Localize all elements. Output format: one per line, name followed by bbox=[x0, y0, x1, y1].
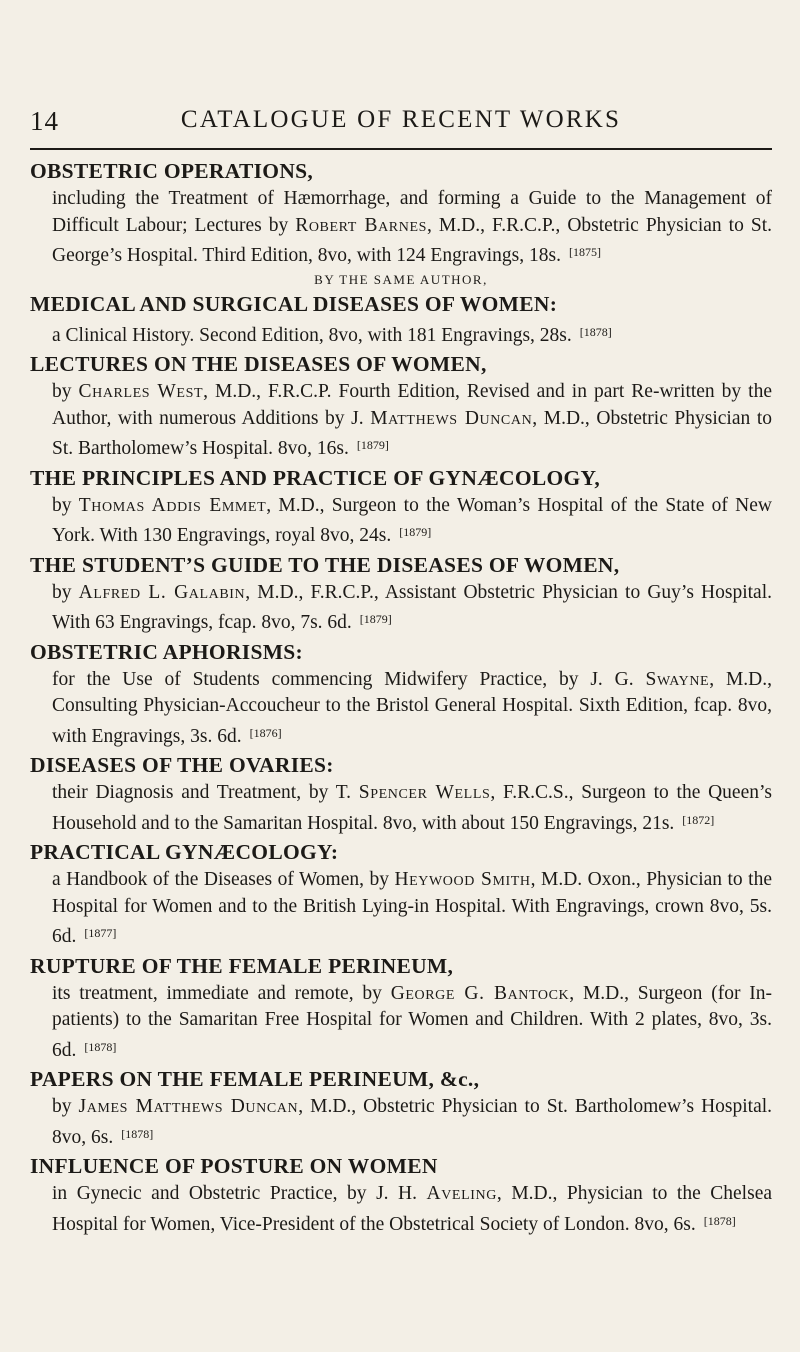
entry-diseases-ovaries bbox=[30, 751, 772, 837]
entry-list bbox=[30, 157, 772, 1239]
entry-description: by James Matthews Duncan, M.D., Obstetric Physician to St. Bartholomew’s Hospital. 8vo, 6s. [1878] bbox=[52, 1096, 773, 1148]
page-header bbox=[30, 106, 772, 146]
entry-influence-posture bbox=[30, 1152, 772, 1238]
author-name: Alfred L. Galabin bbox=[78, 581, 246, 603]
entry-principles-gynaecology bbox=[30, 464, 772, 550]
header-rule bbox=[30, 148, 772, 150]
entry-description: by Charles West, M.D., F.R.C.P. Fourth Edition, Revised and in part Re-written by the Author, with numerous Additions by J. Matthews Duncan, M.D., Obstetric Physician to St. Bartholomew’s Hospital. 8vo, 16s. [1879] bbox=[52, 381, 773, 459]
entry-description: including the Treatment of Hæmorrhage, and forming a Guide to the Management of Difficult Labour; Lectures by Robert Barnes, M.D., F.R.C.P., Obstetric Physician to St. George’s Hospital. Third Edition, 8vo, with 124 Engravings, 18s. [1875] bbox=[52, 188, 772, 266]
entry-rupture-perineum bbox=[30, 952, 772, 1065]
entry-description: a Clinical History. Second Edition, 8vo, with 181 Engravings, 28s. [1878] bbox=[52, 324, 612, 346]
entry-lectures-diseases-women bbox=[30, 350, 772, 463]
entry-description: a Handbook of the Diseases of Women, by Heywood Smith, M.D. Oxon., Physician to the Hospital for Women and to the British Lying-in Hospital. With Engravings, crown 8vo, 5s. 6d. [1877] bbox=[52, 869, 772, 947]
publication-year: [1878] bbox=[703, 1213, 736, 1228]
publication-year: [1878] bbox=[84, 1039, 117, 1054]
entry-title: THE PRINCIPLES AND PRACTICE OF GYNÆCOLOGY, bbox=[30, 465, 601, 490]
entry-obstetric-operations bbox=[30, 157, 772, 289]
entry-title: INFLUENCE OF POSTURE ON WOMEN bbox=[30, 1154, 438, 1178]
entry-title: OBSTETRIC APHORISMS: bbox=[30, 639, 304, 664]
page-number: 14 bbox=[30, 106, 59, 136]
entry-description: their Diagnosis and Treatment, by T. Spencer Wells, F.R.C.S., Surgeon to the Queen’s Household and to the Samaritan Hospital. 8vo, with about 150 Engravings, 21s. [1872] bbox=[52, 782, 772, 834]
author-name: Robert Barnes bbox=[295, 214, 427, 236]
entry-description: by Alfred L. Galabin, M.D., F.R.C.P., Assistant Obstetric Physician to Guy’s Hospital. With 63 Engravings, fcap. 8vo, 7s. 6d. [1879] bbox=[52, 581, 773, 633]
entry-description: for the Use of Students commencing Midwifery Practice, by J. G. Swayne, M.D., Consulting Physician-Accoucheur to the Bristol General Hospital. Sixth Edition, fcap. 8vo, with Engravings, 3s. 6d. [1876] bbox=[52, 668, 773, 747]
entry-title: OBSTETRIC OPERATIONS, bbox=[30, 159, 314, 183]
entry-title: PAPERS ON THE FEMALE PERINEUM, &c., bbox=[30, 1067, 480, 1091]
same-author-note: BY THE SAME AUTHOR, bbox=[314, 271, 488, 287]
publication-year: [1877] bbox=[84, 926, 117, 940]
publication-year: [1876] bbox=[249, 725, 282, 740]
publication-year: [1879] bbox=[356, 438, 389, 452]
publication-year: [1879] bbox=[359, 612, 392, 626]
author-name: Thomas Addis Emmet bbox=[78, 494, 267, 516]
author-name: Charles West bbox=[78, 381, 204, 402]
entry-title: RUPTURE OF THE FEMALE PERINEUM, bbox=[30, 953, 454, 978]
entry-students-guide bbox=[30, 551, 772, 637]
publication-year: [1872] bbox=[682, 812, 715, 827]
entry-description: in Gynecic and Obstetric Practice, by J. H. Aveling, M.D., Physician to the Chelsea Hospital for Women, Vice-President of the Obstetrical Society of London. 8vo, 6s. [1878] bbox=[52, 1183, 772, 1235]
entry-obstetric-aphorisms bbox=[30, 638, 772, 751]
entry-papers-perineum bbox=[30, 1065, 772, 1151]
entry-description: by Thomas Addis Emmet, M.D., Surgeon to the Woman’s Hospital of the State of New York. With 130 Engravings, royal 8vo, 24s. [1879] bbox=[52, 494, 773, 546]
publication-year: [1875] bbox=[568, 245, 601, 259]
entry-title: PRACTICAL GYNÆCOLOGY: bbox=[30, 840, 339, 864]
publication-year: [1878] bbox=[579, 324, 612, 339]
entry-title: THE STUDENT’S GUIDE TO THE DISEASES OF WOMEN, bbox=[30, 552, 620, 577]
author-name: Aveling bbox=[426, 1183, 497, 1204]
author-name: Spencer Wells bbox=[358, 782, 491, 803]
author-name: George G. Bantock bbox=[390, 982, 570, 1004]
publication-year: [1878] bbox=[121, 1126, 154, 1141]
entry-medical-surgical-diseases bbox=[30, 290, 772, 350]
entry-title: DISEASES OF THE OVARIES: bbox=[30, 753, 334, 777]
author-name: Matthews Duncan bbox=[370, 407, 533, 429]
running-head: CATALOGUE OF RECENT WORKS bbox=[180, 106, 622, 133]
author-name: Heywood Smith bbox=[394, 869, 531, 890]
publication-year: [1879] bbox=[399, 525, 432, 539]
entry-description: its treatment, immediate and remote, by George G. Bantock, M.D., Surgeon (for In-patients) to the Samaritan Free Hospital for Women and Children. With 2 plates, 8vo, 3s. 6d. [1878] bbox=[52, 982, 772, 1061]
author-name: Swayne bbox=[645, 668, 710, 690]
entry-practical-gynaecology bbox=[30, 838, 772, 951]
author-name: James Matthews Duncan bbox=[78, 1096, 299, 1117]
entry-title: MEDICAL AND SURGICAL DISEASES OF WOMEN: bbox=[30, 291, 558, 316]
entry-title: LECTURES ON THE DISEASES OF WOMEN, bbox=[30, 352, 487, 376]
